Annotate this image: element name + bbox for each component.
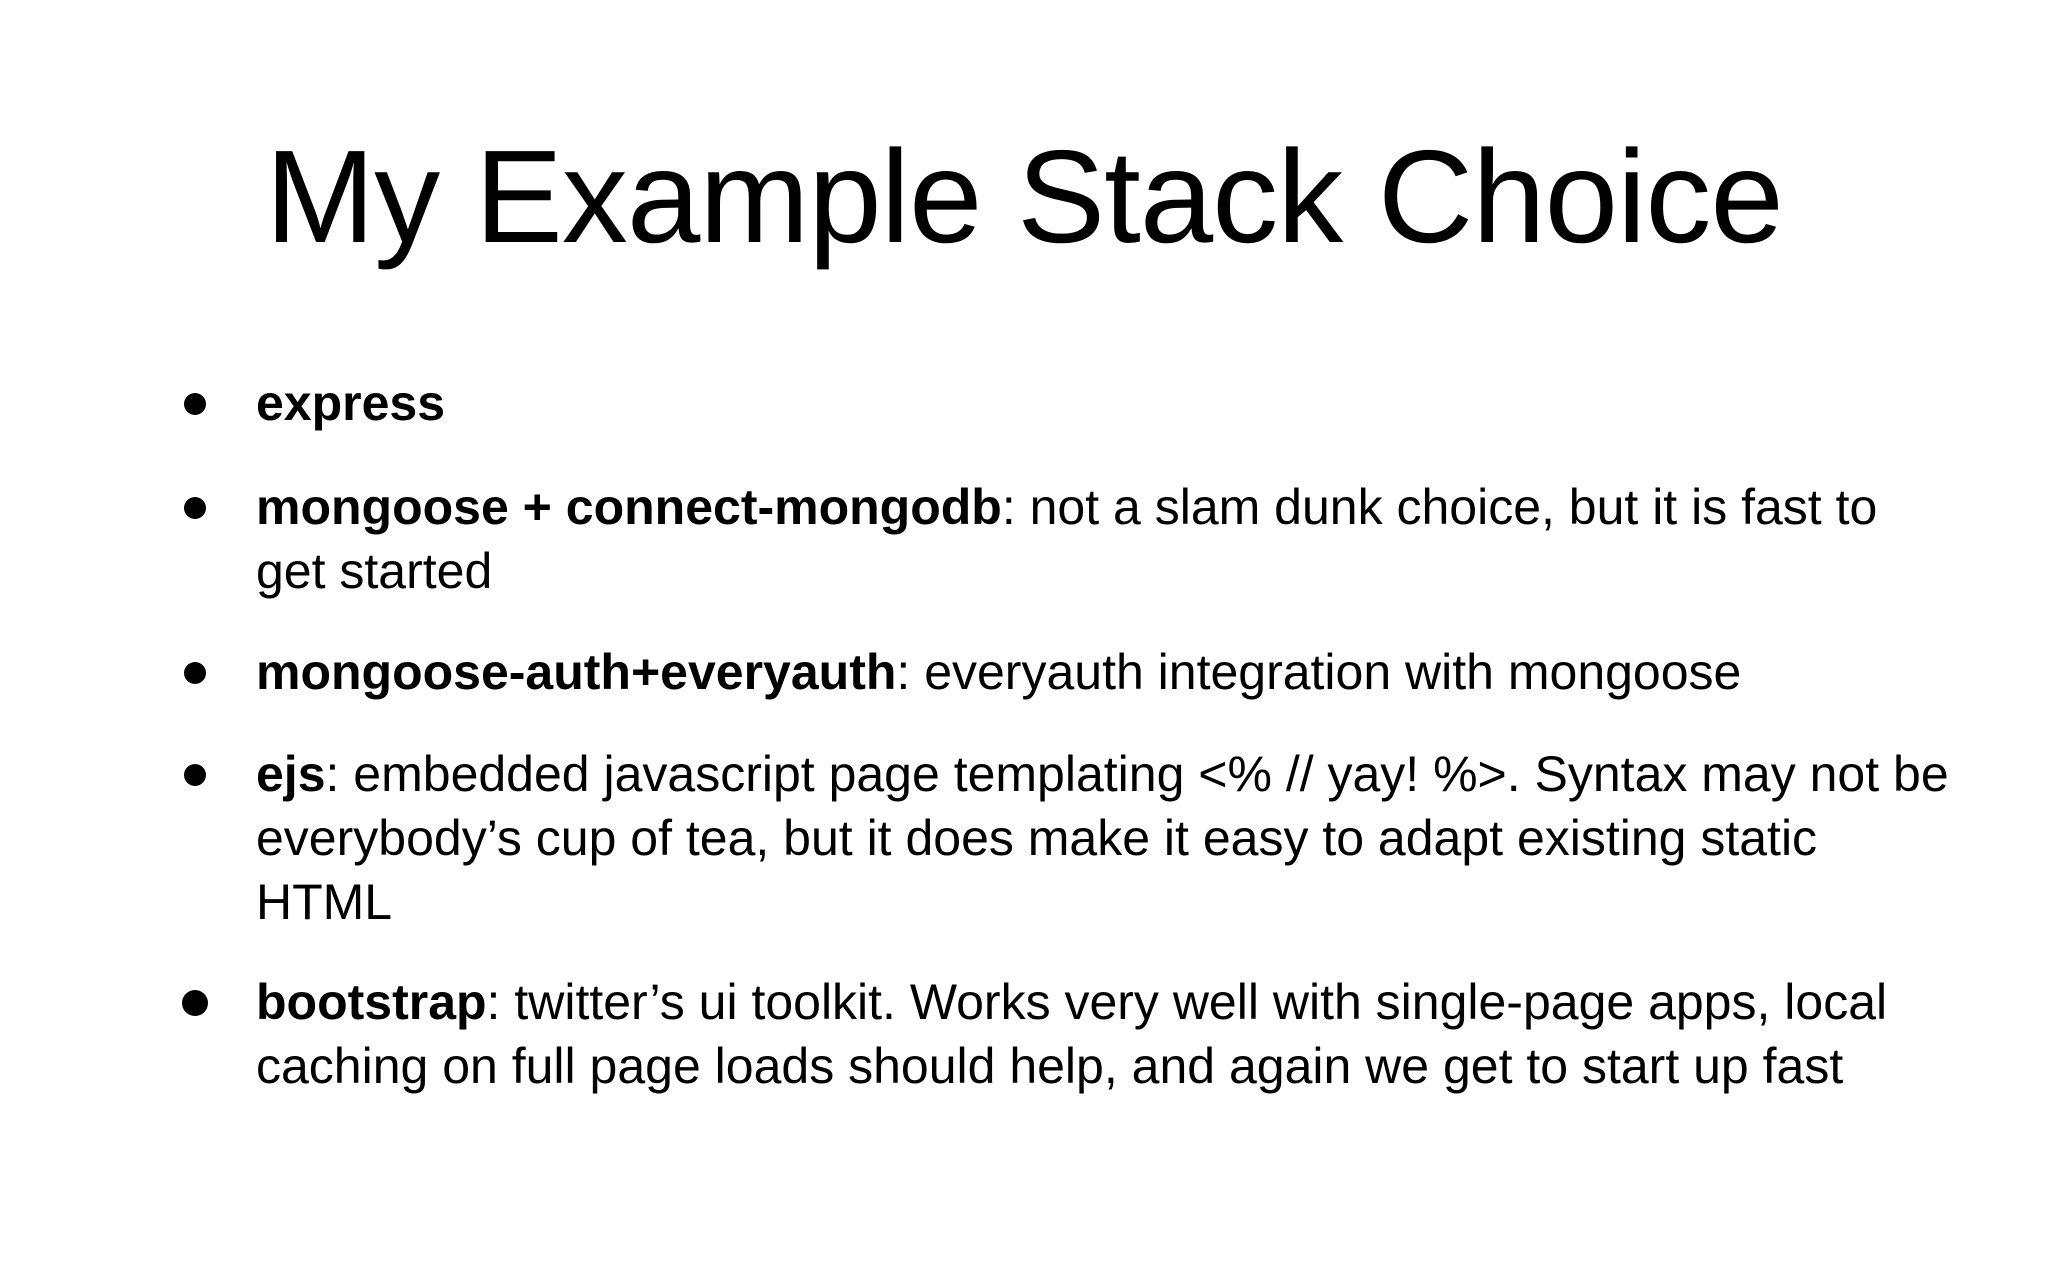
bullet-text: : twitter’s ui toolkit. Works very well with single-page apps, local caching on full page loads should help, and again we get to start up fast (256, 974, 1888, 1094)
bullet-term: express (256, 375, 446, 431)
bullet-item (256, 475, 1956, 603)
bullet-text: : embedded javascript page templating <% // yay! %>. Syntax may not be everybody’s cup of tea, but it does make it easy to adapt existing static HTML (256, 746, 1949, 930)
bullet-term: ejs (256, 746, 326, 802)
bullet-text: : not a slam dunk choice, but it is fast to get started (256, 479, 1878, 599)
bullet-term: mongoose + connect-mongodb (256, 479, 1002, 535)
bullet-item (256, 640, 1956, 704)
slide-title: My Example Stack Choice (265, 123, 1783, 270)
bullet-term: bootstrap (256, 974, 487, 1030)
bullet-item (256, 371, 1956, 435)
bullet-dot-icon (184, 764, 206, 786)
bullet-item (256, 970, 1956, 1098)
bullet-term: mongoose-auth+everyauth (256, 644, 897, 700)
bullet-dot-icon (182, 990, 208, 1016)
bullet-dot-icon (184, 393, 206, 415)
bullet-text: : everyauth integration with mongoose (896, 644, 1742, 700)
bullet-dot-icon (184, 662, 206, 684)
bullet-dot-icon (184, 497, 206, 519)
bullet-item (256, 742, 1956, 934)
